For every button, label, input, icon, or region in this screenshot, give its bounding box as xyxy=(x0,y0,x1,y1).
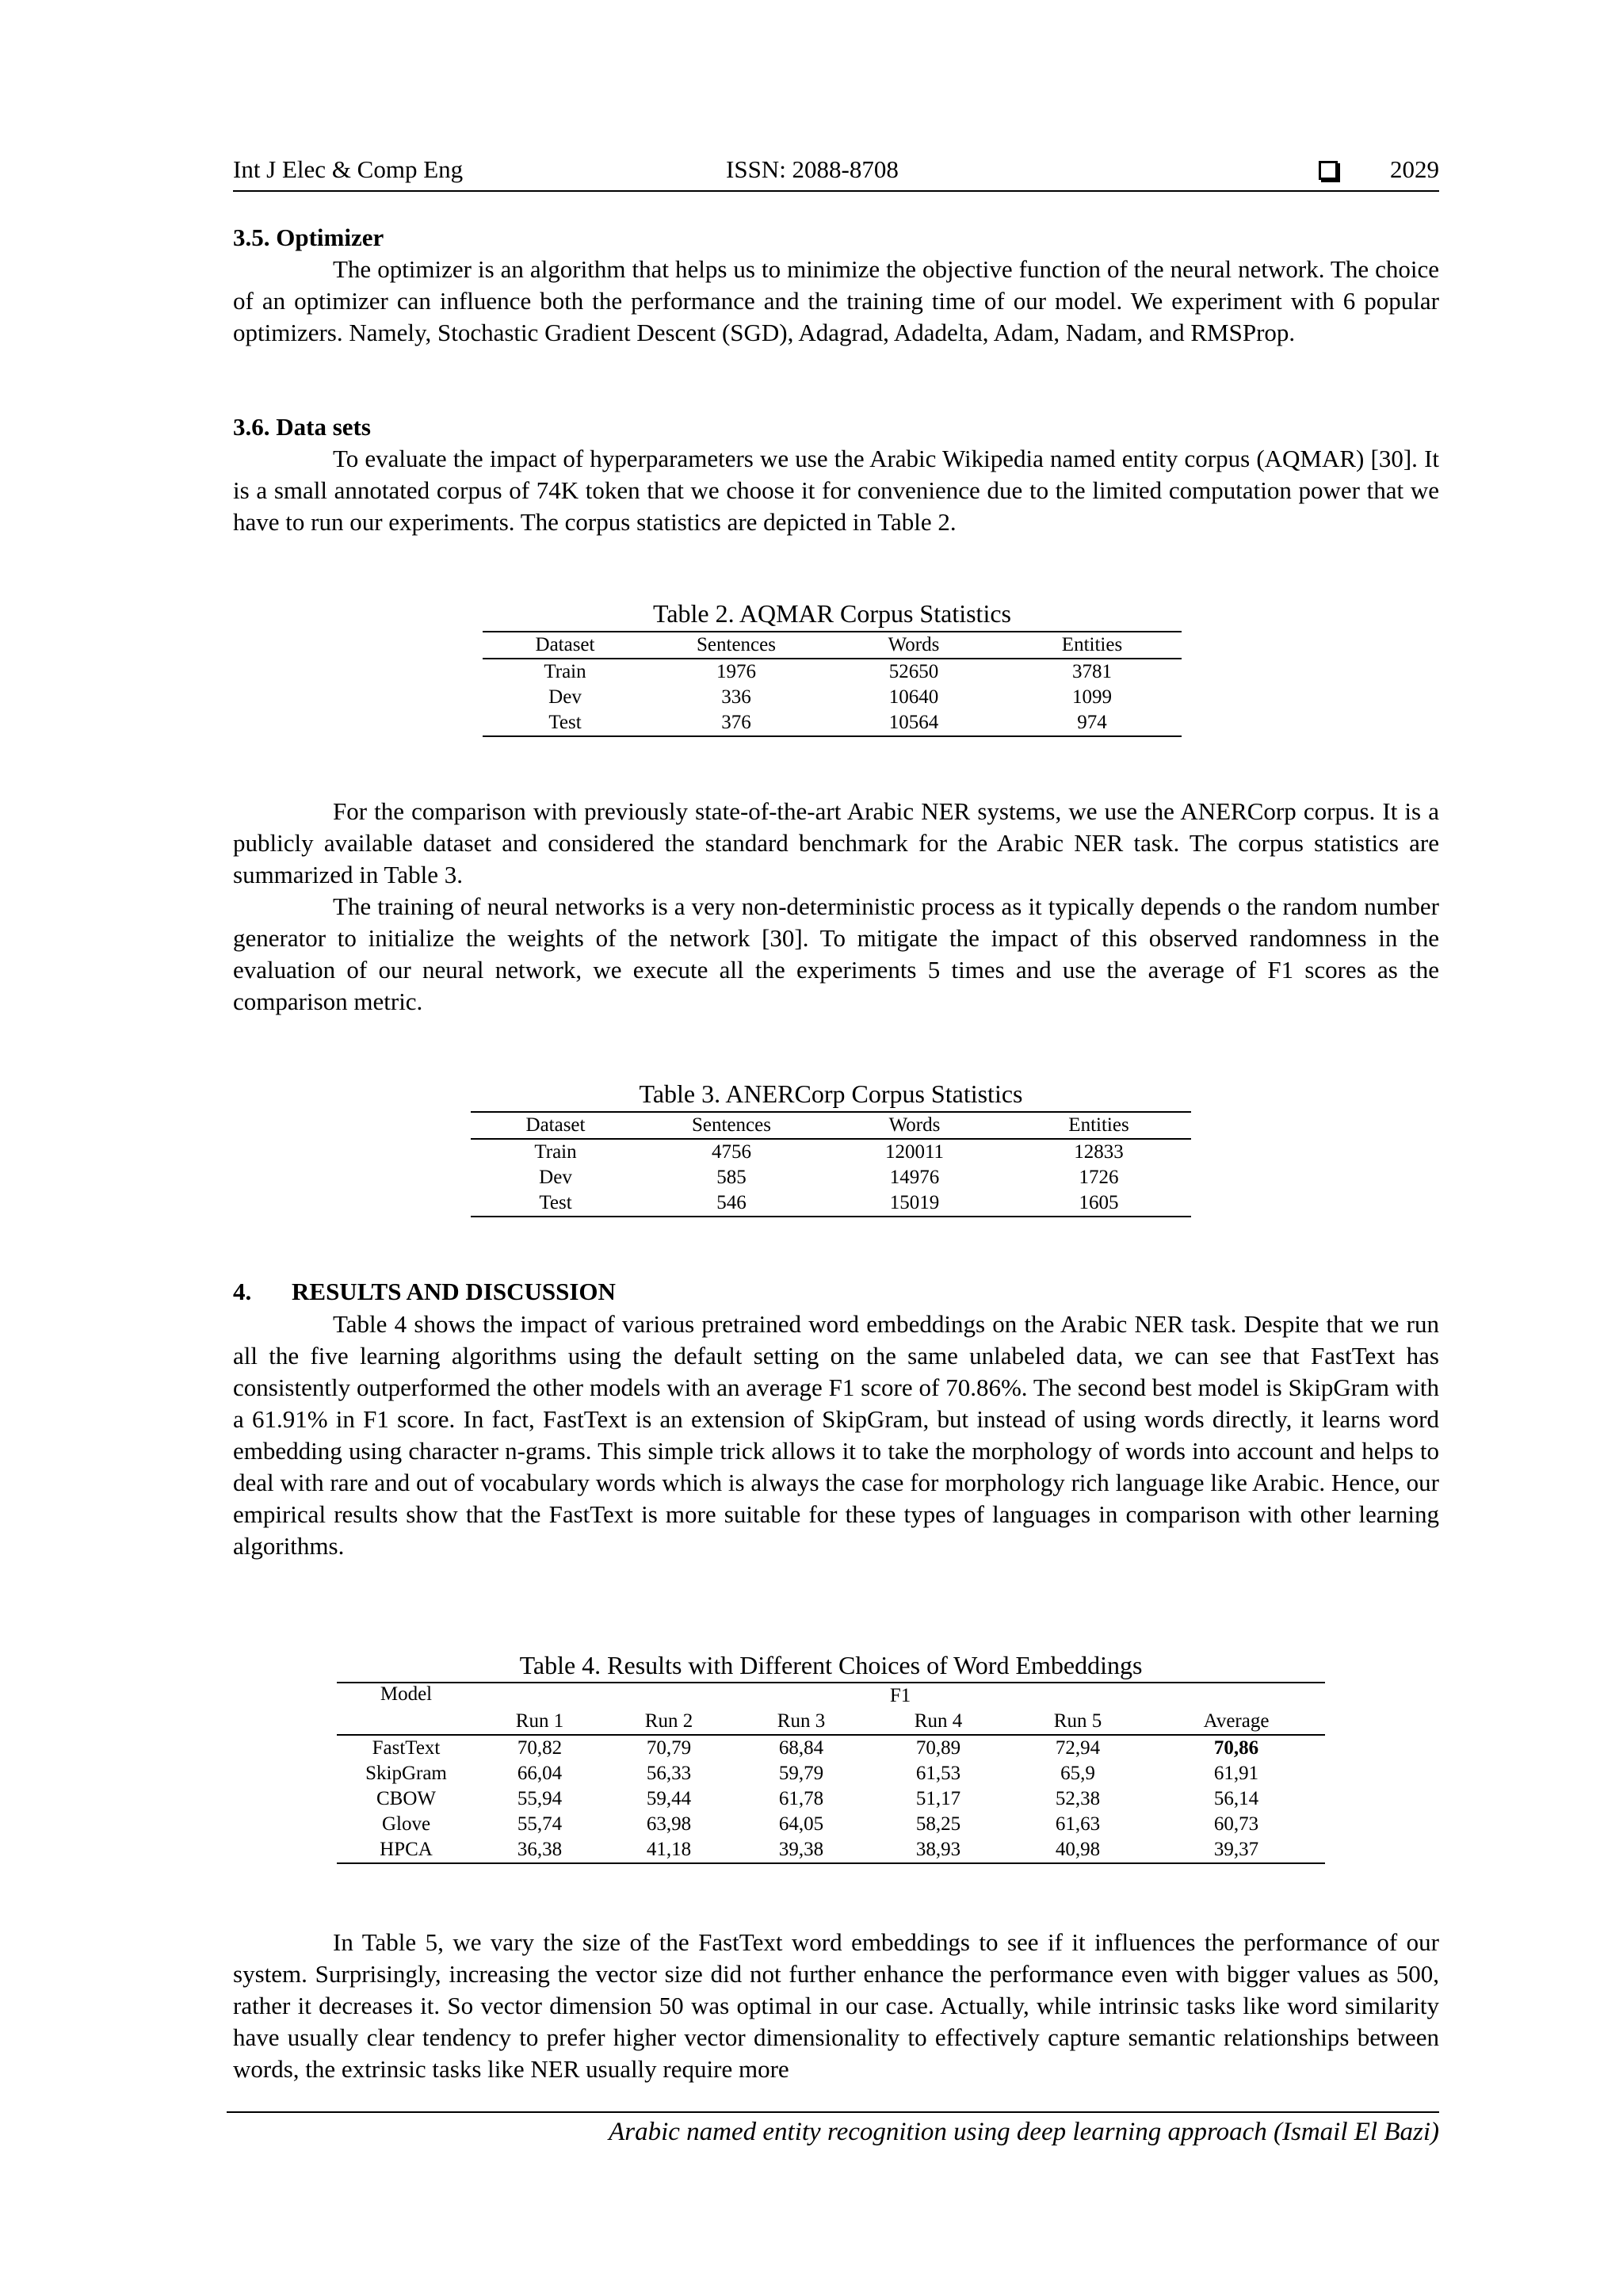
table-cell: 546 xyxy=(640,1190,823,1217)
table-cell: FastText xyxy=(372,1737,441,1759)
table4-subheader-cell: Run 2 xyxy=(604,1709,734,1735)
table-cell: 55,74 xyxy=(517,1813,563,1835)
table-cell: 1099 xyxy=(1072,686,1112,708)
table-cell: HPCA xyxy=(337,1837,475,1863)
running-header xyxy=(233,155,1439,192)
table-cell: 1726 xyxy=(1079,1167,1119,1188)
table-cell: 39,38 xyxy=(734,1837,869,1863)
paragraph-comparison: For the comparison with previously state-of-the-art Arabic NER systems, we use the ANERCorp corpus. It is a publicly available dataset and considered the standard benchmark for the Arabic NER task. The corpus statistics are summarized in Table 3. xyxy=(233,797,1439,888)
table-cell: 70,79 xyxy=(646,1737,692,1759)
table-row xyxy=(337,1786,1325,1812)
table3 xyxy=(471,1111,1191,1217)
table-cell: 68,84 xyxy=(778,1737,824,1759)
checkbox-square-icon xyxy=(1319,161,1338,180)
table-cell: 974 xyxy=(1002,710,1182,736)
table4-subheader-cell: Run 4 xyxy=(869,1709,1008,1735)
table-cell: 36,38 xyxy=(475,1837,604,1863)
table3-header-cell: Sentences xyxy=(640,1112,823,1139)
table-cell: 61,91 xyxy=(1213,1763,1259,1784)
table-cell: Test xyxy=(483,710,647,736)
table-cell: 61,63 xyxy=(1055,1813,1101,1835)
table-row xyxy=(471,1139,1191,1165)
table4-subheader-cell: Run 3 xyxy=(734,1709,869,1735)
table-cell: Train xyxy=(534,1141,577,1163)
table-row xyxy=(337,1812,1325,1837)
table4-subheader-cell: Average xyxy=(1148,1709,1325,1735)
table3-header-cell: Entities xyxy=(1006,1112,1191,1139)
table2-header-row xyxy=(483,632,1182,659)
table-cell: 14976 xyxy=(889,1167,940,1188)
table-cell: 585 xyxy=(716,1167,747,1188)
table-cell: 376 xyxy=(647,710,825,736)
table-cell: 10640 xyxy=(888,686,939,708)
table-row xyxy=(337,1837,1325,1863)
paragraph-results: Table 4 shows the impact of various pretrained word embeddings on the Arabic NER task. Despite that we run all the five learning algorithms using the default setting on the same unlabeled data, we can see that FastText has consistently outperformed the other models with an average F1 score of 70.86%. The second best model is SkipGram with a 61.91% in F1 score. In fact, FastText is an extension of SkipGram, but instead of using words directly, it learns word embedding using character n-grams. This simple trick allows it to take the morphology of words into account and helps to deal with rare and out of vocabulary words which is always the case for morphology rich language like Arabic. Hence, our empirical results show that the FastText is more suitable for these types of languages in comparison with other learning algorithms. xyxy=(233,1310,1439,1560)
table4-subheader-row xyxy=(337,1709,1325,1735)
table3-caption: Table 3. ANERCorp Corpus Statistics xyxy=(639,1079,1023,1108)
table-cell: 41,18 xyxy=(604,1837,734,1863)
table-cell: 39,37 xyxy=(1148,1837,1325,1863)
table2-header-cell: Words xyxy=(825,632,1002,659)
section-heading-results xyxy=(233,1278,616,1306)
table-cell: 72,94 xyxy=(1055,1737,1101,1759)
table-row xyxy=(471,1190,1191,1217)
section-number: 4. xyxy=(233,1278,252,1305)
paragraph-nondeterminism: The training of neural networks is a very non-deterministic process as it typically depends o the random number generator to initialize the weights of the network [30]. To mitigate the impact of this observed randomness in the evaluation of our neural network, we execute all the experiments 5 times and use the average of F1 scores as the comparison metric. xyxy=(233,892,1439,1015)
section-heading-optimizer: 3.5. Optimizer xyxy=(233,223,384,251)
table-cell: 40,98 xyxy=(1008,1837,1148,1863)
table4-subheader-cell: Run 5 xyxy=(1008,1709,1148,1735)
table-row xyxy=(483,659,1182,685)
table-cell: 61,78 xyxy=(778,1788,824,1809)
table-cell: 70,89 xyxy=(915,1737,961,1759)
table-cell: SkipGram xyxy=(365,1763,447,1784)
table2-header-cell: Dataset xyxy=(483,632,647,659)
table2 xyxy=(483,631,1182,737)
table-cell: 60,73 xyxy=(1213,1813,1259,1835)
table4 xyxy=(337,1682,1325,1864)
table-cell: Test xyxy=(471,1190,640,1217)
table4-model-header: Model xyxy=(337,1683,475,1735)
table-cell: 59,79 xyxy=(778,1763,824,1784)
table-cell: 1976 xyxy=(716,661,756,682)
paragraph-optimizer: The optimizer is an algorithm that helps us to minimize the objective function of the neural network. The choice of an optimizer can influence both the performance and the training time of our model. We experiment with 6 popular optimizers. Namely, Stochastic Gradient Descent (SGD), Adagrad, Adadelta, Adam, Nadam, and RMSProp. xyxy=(233,255,1439,346)
paragraph-vector-size: In Table 5, we vary the size of the FastText word embeddings to see if it influences the performance of our system. Surprisingly, increasing the vector size did not further enhance the performance even with bigger values as 500, rather it decreases it. So vector dimension 50 was optimal in our case. Actually, while intrinsic tasks like word similarity have usually clear tendency to prefer higher vector dimensionality to effectively capture semantic relationships between words, the extrinsic tasks like NER usually require more xyxy=(233,1928,1439,2083)
table-cell: 56,33 xyxy=(646,1763,692,1784)
table-cell: 52650 xyxy=(888,661,939,682)
table-cell: 15019 xyxy=(823,1190,1006,1217)
table-cell: 64,05 xyxy=(778,1813,824,1835)
table-cell: 4756 xyxy=(712,1141,751,1163)
table2-caption: Table 2. AQMAR Corpus Statistics xyxy=(653,599,1011,628)
journal-name: Int J Elec & Comp Eng xyxy=(233,155,464,183)
table-cell: 38,93 xyxy=(869,1837,1008,1863)
table-cell: 61,53 xyxy=(915,1763,961,1784)
table-cell-best: 70,86 xyxy=(1213,1737,1259,1759)
table3-header-cell: Dataset xyxy=(471,1112,640,1139)
table-cell: 70,82 xyxy=(517,1737,563,1759)
section-title: RESULTS AND DISCUSSION xyxy=(292,1278,616,1305)
table-cell: 58,25 xyxy=(915,1813,961,1835)
table-cell: 120011 xyxy=(884,1141,945,1163)
table4-f1-header: F1 xyxy=(475,1683,1325,1709)
table-cell: 10564 xyxy=(825,710,1002,736)
table-cell: 12833 xyxy=(1074,1141,1124,1163)
table-cell: 63,98 xyxy=(646,1813,692,1835)
table-cell: 51,17 xyxy=(915,1788,961,1809)
table-cell: 56,14 xyxy=(1213,1788,1259,1809)
table-row xyxy=(471,1165,1191,1190)
table4-caption: Table 4. Results with Different Choices of Word Embeddings xyxy=(519,1651,1143,1679)
table-cell: CBOW xyxy=(376,1788,436,1809)
table-cell: Train xyxy=(544,661,586,682)
table4-header-row xyxy=(337,1683,1325,1709)
table4-subheader-cell: Run 1 xyxy=(475,1709,604,1735)
table-cell: 1605 xyxy=(1006,1190,1191,1217)
page-number: 2029 xyxy=(1390,155,1439,183)
table3-header-cell: Words xyxy=(823,1112,1006,1139)
table-row xyxy=(337,1735,1325,1761)
table-row xyxy=(483,685,1182,710)
running-footer: Arabic named entity recognition using deep learning approach (Ismail El Bazi) xyxy=(609,2118,1439,2146)
table2-header-cell: Entities xyxy=(1002,632,1182,659)
table-cell: 59,44 xyxy=(646,1788,692,1809)
table-row xyxy=(337,1761,1325,1786)
paragraph-datasets: To evaluate the impact of hyperparameters we use the Arabic Wikipedia named entity corpus (AQMAR) [30]. It is a small annotated corpus of 74K token that we choose it for convenience due to the limited computation power that we have to run our experiments. The corpus statistics are depicted in Table 2. xyxy=(233,445,1439,536)
table-cell: Glove xyxy=(381,1813,431,1835)
table-cell: 66,04 xyxy=(517,1763,563,1784)
table-cell: 52,38 xyxy=(1055,1788,1101,1809)
table-cell: 65,9 xyxy=(1060,1763,1095,1784)
section-heading-datasets: 3.6. Data sets xyxy=(233,413,371,441)
table-cell: 55,94 xyxy=(517,1788,563,1809)
footer-divider xyxy=(227,2111,1439,2113)
table3-header-row xyxy=(471,1112,1191,1139)
table-cell: 3781 xyxy=(1072,661,1112,682)
table-row xyxy=(483,710,1182,736)
issn: ISSN: 2088-8708 xyxy=(726,155,899,183)
table-cell: 336 xyxy=(721,686,751,708)
table-cell: Dev xyxy=(548,686,582,708)
table-cell: Dev xyxy=(539,1167,572,1188)
table2-header-cell: Sentences xyxy=(647,632,825,659)
